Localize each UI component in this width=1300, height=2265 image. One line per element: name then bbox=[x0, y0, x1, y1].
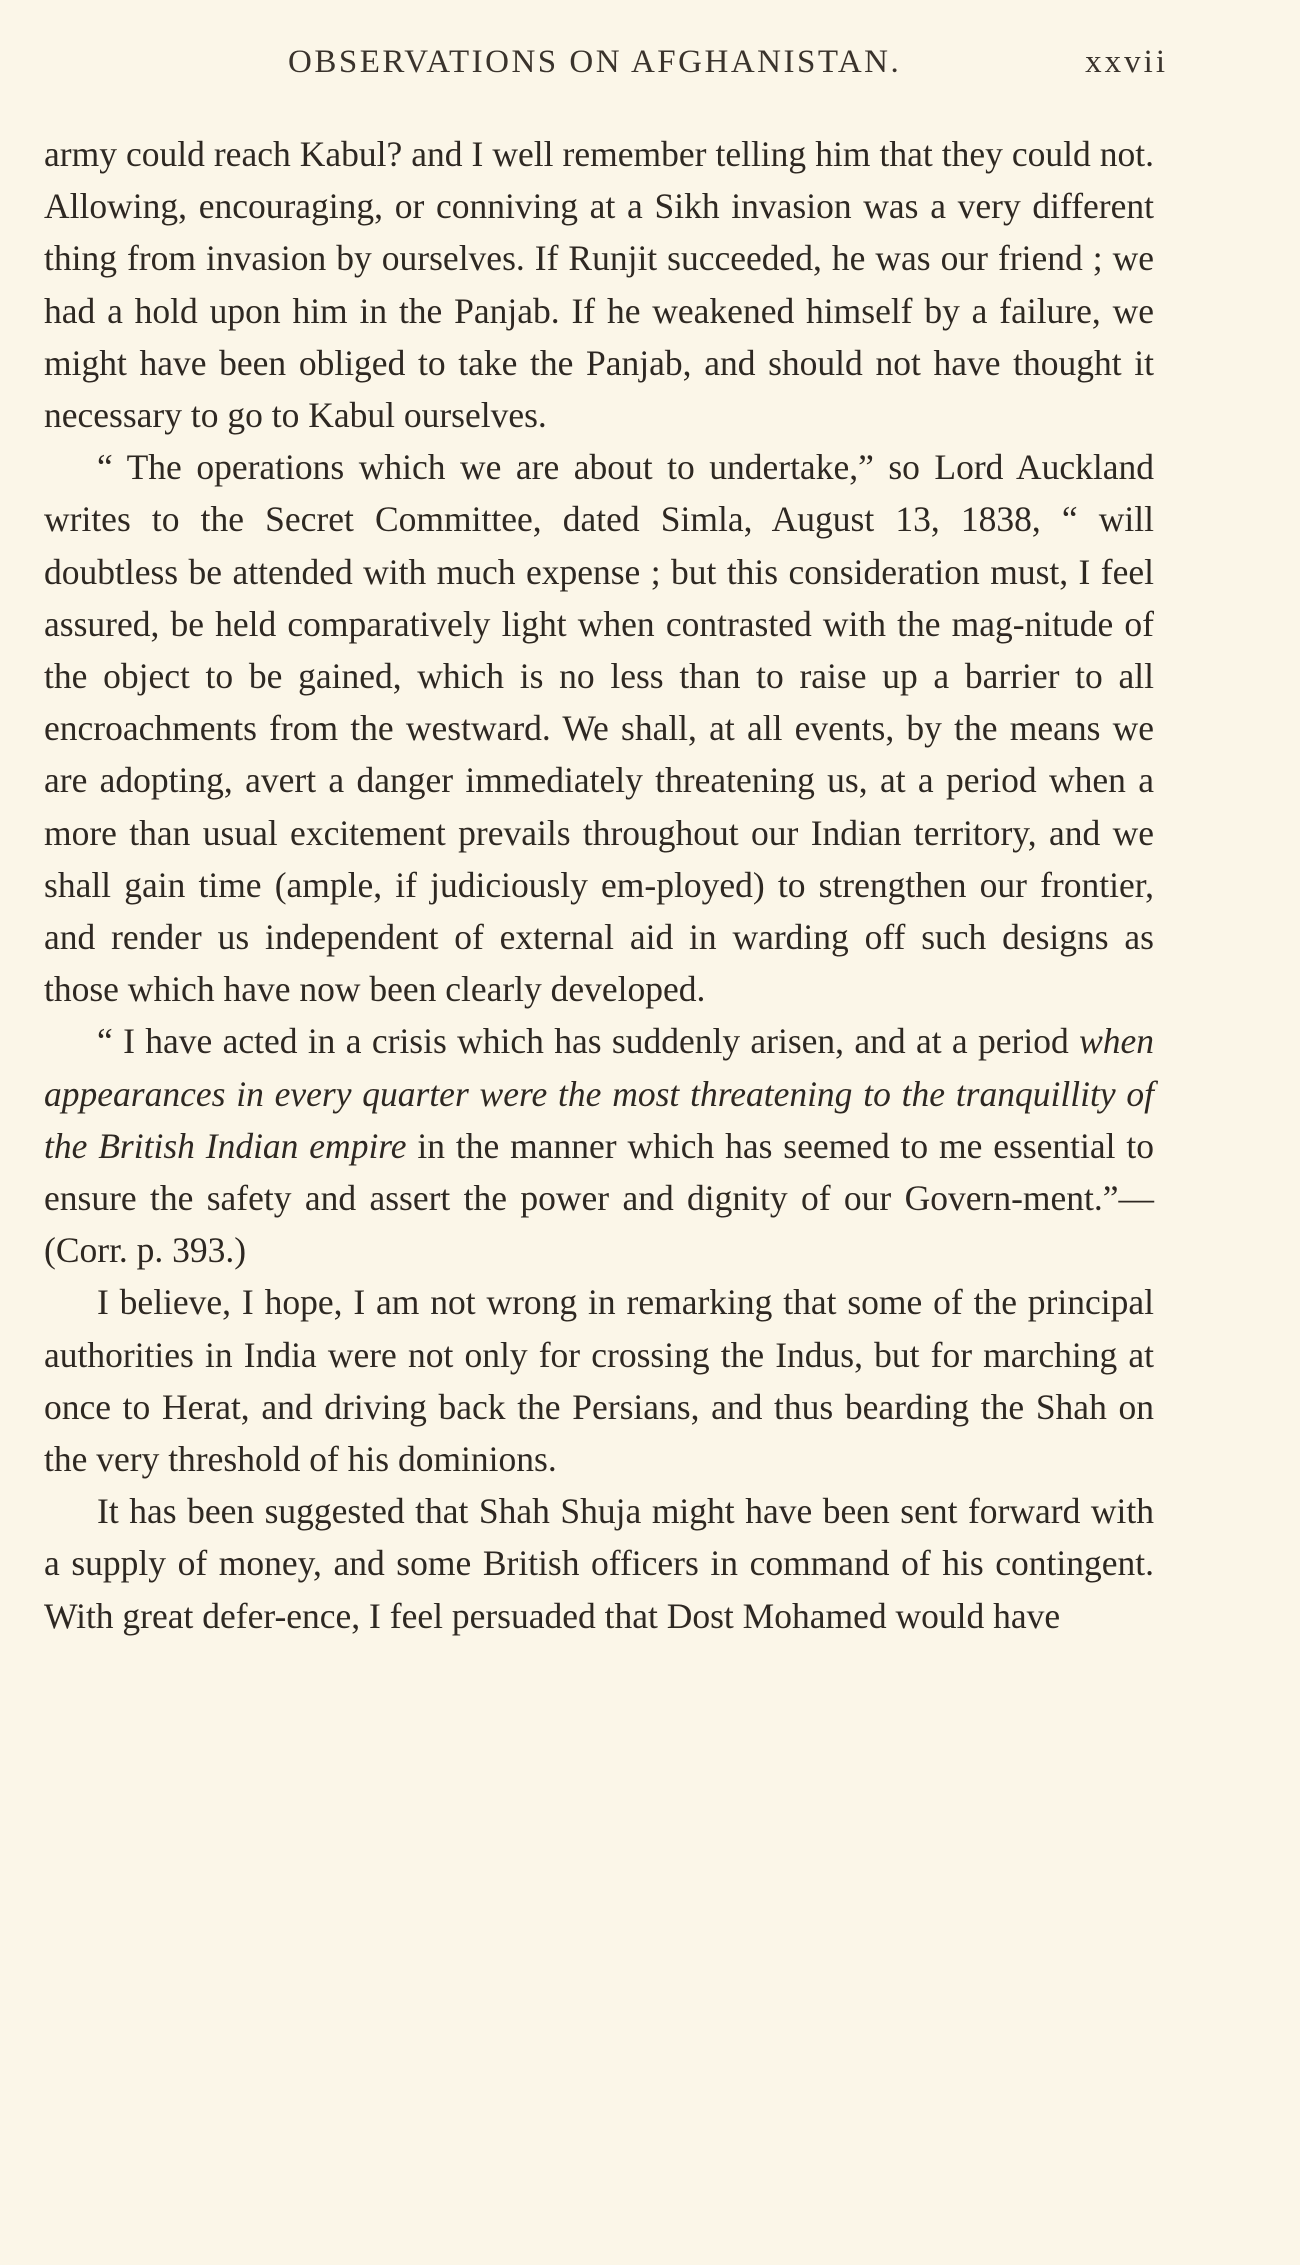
paragraph-crisis-quote bbox=[44, 1015, 1154, 1276]
quote-text-start: “ I have acted in a crisis which has suddenly arisen, and at a period bbox=[97, 1021, 1080, 1062]
body-text bbox=[44, 128, 1154, 1642]
paragraph-continuation: army could reach Kabul? and I well remember telling him that they could not. Allowing, encouraging, or conniving at a Sikh invasion was a very different thing from invasion by ourselves. If Runjit succeeded, he was our friend ; we had a hold upon him in the Panjab. If he weakened himself by a failure, we might have been obliged to take the Panjab, and should not have thought it necessary to go to Kabul ourselves. bbox=[44, 134, 1154, 436]
paragraph-auckland-quote: “ The operations which we are about to undertake,” so Lord Auckland writes to the Secret Committee, dated Simla, August 13, 1838, “ will doubtless be attended with much expense ; but this consideration must, I feel assured, be held comparatively light when contrasted with the mag-nitude of the object to be gained, which is no less than to raise up a barrier to all encroachments from the westward. We shall, at all events, by the means we are adopting, avert a danger immediately threatening us, at a period when a more than usual excitement prevails throughout our Indian territory, and we shall gain time (ample, if judiciously em-ployed) to strengthen our frontier, and render us independent of external aid in warding off such designs as those which have now been clearly developed. bbox=[44, 447, 1154, 1010]
quote-italic-emphasis: when appearances in every quarter were the most threatening to the tranquillity of the British Indian empire bbox=[44, 1021, 1154, 1166]
running-title: OBSERVATIONS ON AFGHANISTAN. bbox=[288, 44, 902, 80]
paragraph-shah-shuja: It has been suggested that Shah Shuja might have been sent forward with a supply of money, and some British officers in command of his contingent. With great defer-ence, I feel persuaded that Dost Mohamed would have bbox=[44, 1491, 1154, 1636]
page-number: xxvii bbox=[1085, 44, 1168, 80]
quote-text-end: in the manner which has seemed to me essential to ensure the safety and assert the power and dignity of our Govern-ment.”—(Corr. p. 393.) bbox=[44, 1125, 1154, 1271]
paragraph-authorities: I believe, I hope, I am not wrong in remarking that some of the principal authorities in India were not only for crossing the Indus, but for marching at once to Herat, and driving back the Persians, and thus bearding the Shah on the very threshold of his dominions. bbox=[44, 1282, 1154, 1480]
running-header bbox=[288, 30, 1168, 90]
